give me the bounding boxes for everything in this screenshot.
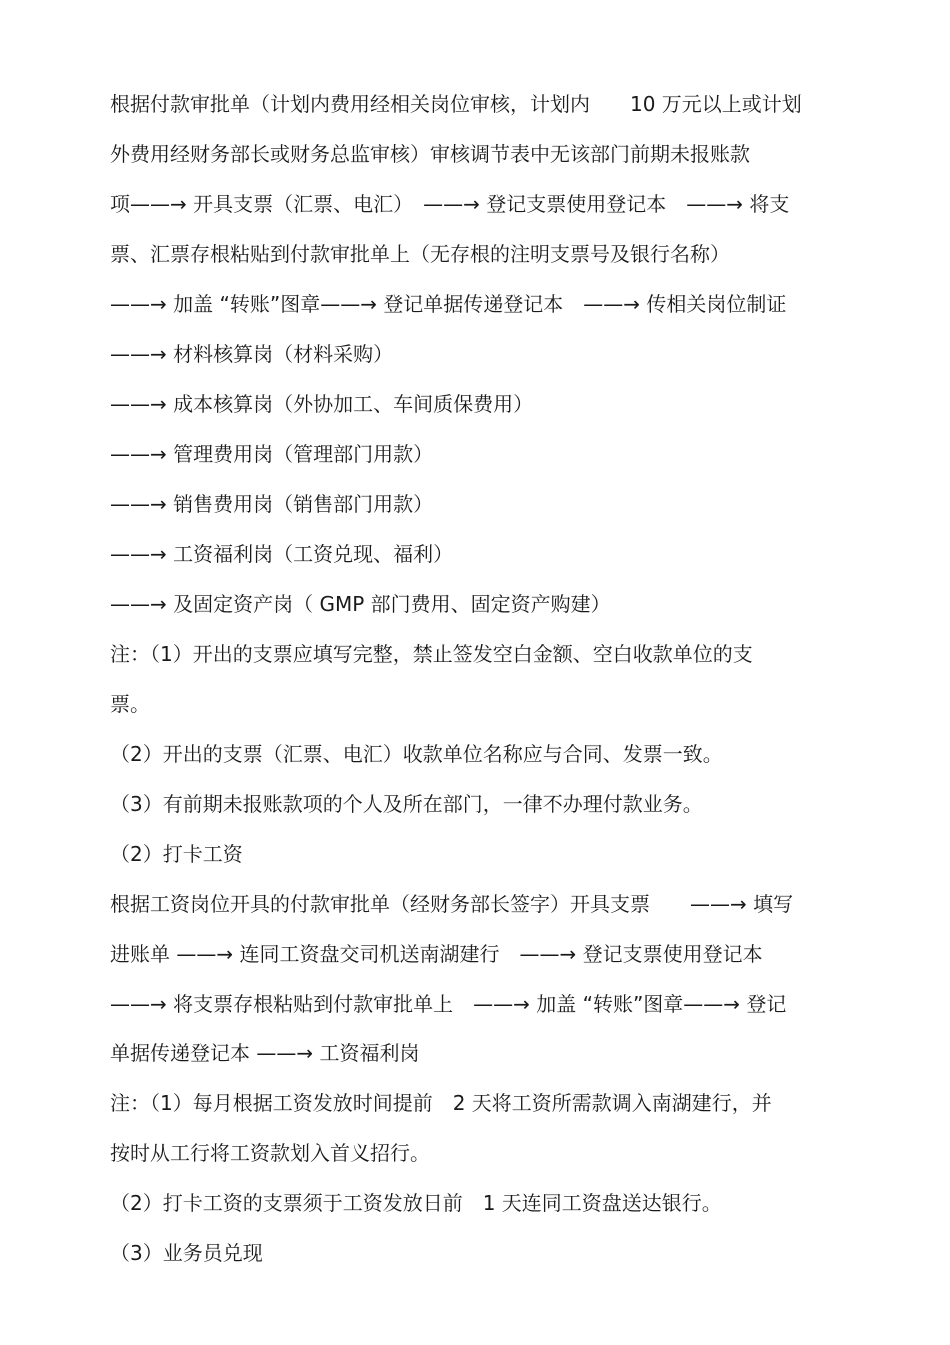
text-line: ——→ 工资福利岗（工资兑现、福利）	[110, 542, 454, 566]
text-line: 进账单 ——→ 连同工资盘交司机送南湖建行 ——→ 登记支票使用登记本	[110, 942, 763, 966]
text-line: 注：（1）每月根据工资发放时间提前 2 天将工资所需款调入南湖建行，并	[110, 1091, 772, 1115]
text-line: （2）开出的支票（汇票、电汇）收款单位名称应与合同、发票一致。	[110, 742, 723, 766]
text-line: ——→ 及固定资产岗（ GMP 部门费用、固定资产购建）	[110, 592, 611, 616]
text-line: 按时从工行将工资款划入首义招行。	[110, 1141, 430, 1165]
text-line: ——→ 管理费用岗（管理部门用款）	[110, 442, 434, 466]
text-line: （2）打卡工资	[110, 842, 243, 866]
text-line: （3）有前期未报账款项的个人及所在部门，一律不办理付款业务。	[110, 792, 703, 816]
text-line: ——→ 成本核算岗（外协加工、车间质保费用）	[110, 392, 534, 416]
text-line: 注：（1）开出的支票应填写完整，禁止签发空白金额、空白收款单位的支	[110, 642, 753, 666]
text-line: ——→ 加盖 “转账”图章——→ 登记单据传递登记本 ——→ 传相关岗位制证	[110, 292, 787, 316]
text-line: ——→ 材料核算岗（材料采购）	[110, 342, 394, 366]
text-line: 根据付款审批单（计划内费用经相关岗位审核，计划内 10 万元以上或计划	[110, 92, 802, 116]
text-line: ——→ 销售费用岗（销售部门用款）	[110, 492, 434, 516]
text-line: 根据工资岗位开具的付款审批单（经财务部长签字）开具支票 ——→ 填写	[110, 892, 794, 916]
text-line: （2）打卡工资的支票须于工资发放日前 1 天连同工资盘送达银行。	[110, 1191, 722, 1215]
text-line: （3）业务员兑现	[110, 1241, 263, 1265]
text-line: 项——→ 开具支票（汇票、电汇） ——→ 登记支票使用登记本 ——→ 将支	[110, 192, 790, 216]
text-line: 单据传递登记本 ——→ 工资福利岗	[110, 1041, 420, 1065]
text-line: 票、汇票存根粘贴到付款审批单上（无存根的注明支票号及银行名称）	[110, 242, 730, 266]
text-line: 外费用经财务部长或财务总监审核）审核调节表中无该部门前期未报账款	[110, 142, 750, 166]
text-line: 票。	[110, 692, 150, 716]
text-line: ——→ 将支票存根粘贴到付款审批单上 ——→ 加盖 “转账”图章——→ 登记	[110, 992, 787, 1016]
